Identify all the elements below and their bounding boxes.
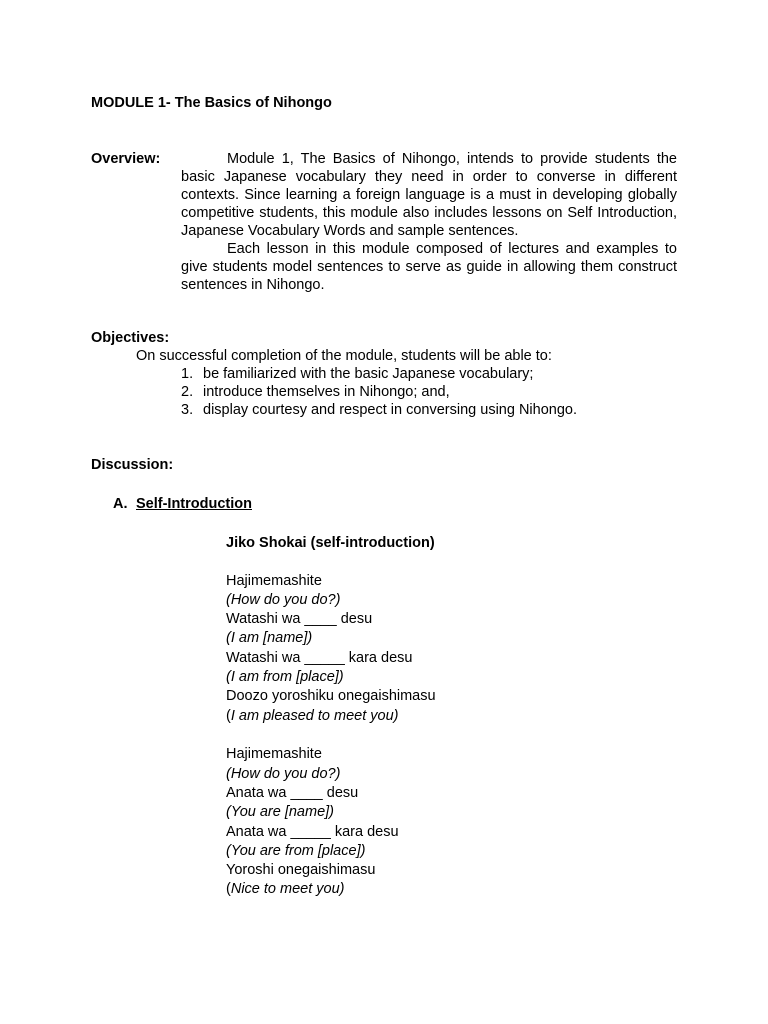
- section-letter: A.: [113, 496, 128, 512]
- dialog-translation: (You are [name]): [226, 804, 334, 821]
- section-title: Self-Introduction: [136, 496, 252, 512]
- dialog-translation: (I am [name]): [226, 630, 313, 647]
- dialog-line: Watashi wa ____ desu: [226, 611, 373, 628]
- dialog-translation: (How do you do?): [226, 765, 341, 782]
- translation-text: Nice to meet you): [230, 881, 345, 898]
- dialog-translation: [226, 707, 436, 726]
- objectives-intro: On successful completion of the module, students will be able to:: [136, 348, 552, 364]
- dialog-line: Hajimemashite: [226, 572, 322, 589]
- objective-item: [181, 401, 577, 419]
- overview-body: [181, 150, 677, 294]
- objective-text: be familiarized with the basic Japanese vocabulary;: [203, 366, 534, 382]
- dialog-line: Watashi wa _____ kara desu: [226, 649, 413, 666]
- objectives-list: [181, 365, 577, 419]
- dialog-line: Yoroshi onegaishimasu: [226, 862, 376, 879]
- objective-item: [181, 383, 577, 401]
- dialog-translation: [226, 880, 436, 899]
- dialog-translation: (I am from [place]): [226, 668, 344, 685]
- dialog-title: Jiko Shokai (self-introduction): [226, 535, 435, 551]
- dialog-line: Hajimemashite: [226, 746, 322, 763]
- overview-label: Overview:: [91, 151, 161, 167]
- objective-text: introduce themselves in Nihongo; and,: [203, 384, 450, 400]
- dialog-line: Anata wa ____ desu: [226, 784, 359, 801]
- section-heading: [113, 495, 252, 513]
- overview-paragraph-1: Module 1, The Basics of Nihongo, intends to provide students the basic Japanese vocabulary they need in order to converse in different contexts. Since learning a foreign language is a must in developing globally competitive students, this module also includes lessons on Self Introduction, Japanese Vocabulary Words and sample sentences.: [181, 151, 677, 239]
- overview-paragraph-2: Each lesson in this module composed of lectures and examples to give students model sentences to serve as guide in allowing them construct sentences in Nihongo.: [181, 241, 677, 293]
- objective-number: 1.: [181, 366, 194, 382]
- objective-number: 3.: [181, 402, 194, 418]
- objective-text: display courtesy and respect in conversing using Nihongo.: [203, 402, 577, 418]
- spacer: [226, 726, 436, 746]
- dialog-line: Anata wa _____ kara desu: [226, 823, 399, 840]
- objective-item: [181, 365, 577, 383]
- paren-open: (: [226, 881, 231, 898]
- translation-text: I am pleased to meet you): [230, 707, 399, 724]
- dialog-translation: (How do you do?): [226, 591, 341, 608]
- paren-open: (: [226, 707, 231, 724]
- objectives-label: Objectives:: [91, 330, 170, 346]
- objective-number: 2.: [181, 384, 194, 400]
- discussion-label: Discussion:: [91, 457, 174, 473]
- dialog-line: Doozo yoroshiku onegaishimasu: [226, 688, 436, 705]
- dialog-translation: (You are from [place]): [226, 842, 366, 859]
- module-title: MODULE 1- The Basics of Nihongo: [91, 95, 332, 111]
- self-introduction-dialog: [226, 534, 436, 900]
